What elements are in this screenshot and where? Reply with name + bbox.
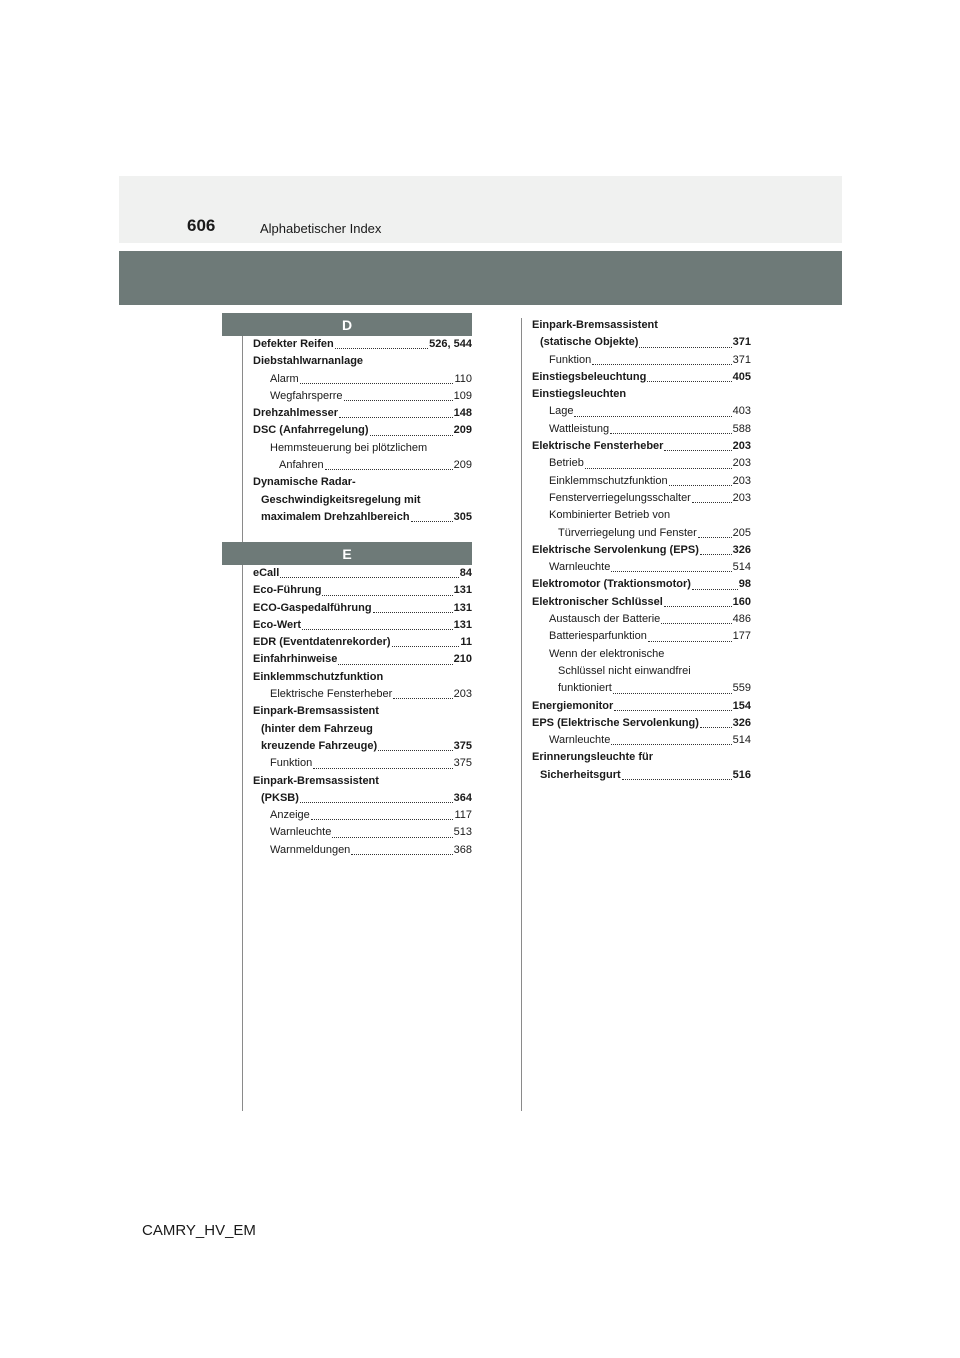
index-entry <box>253 651 472 668</box>
index-entry <box>253 738 472 755</box>
entry-term: EPS (Elektrische Servolenkung) <box>532 716 699 729</box>
index-entry: Hemmsteuerung bei plötzlichem <box>270 441 428 454</box>
entry-term: Elektronischer Schlüssel <box>532 595 663 608</box>
dot-leader <box>370 434 453 436</box>
entry-term: Lage <box>549 405 574 418</box>
entry-page: 84 <box>459 567 472 579</box>
dot-leader <box>622 778 732 780</box>
index-entry <box>253 600 472 617</box>
index-entry <box>532 698 751 715</box>
entry-page: 203 <box>732 457 751 470</box>
entry-term: (statische Objekte) <box>540 336 639 349</box>
dot-leader <box>344 399 453 401</box>
entry-term: Funktion <box>270 757 313 770</box>
dot-leader <box>280 576 458 578</box>
entry-term: funktioniert <box>558 682 612 695</box>
entry-page: 514 <box>732 734 751 747</box>
entry-term: Wattleistung <box>549 422 610 435</box>
index-entry <box>532 403 751 420</box>
entry-term: Wegfahrsperre <box>270 389 343 402</box>
dot-leader <box>648 640 732 642</box>
dot-leader <box>325 468 453 470</box>
index-entry: Kombinierter Betrieb von <box>549 509 671 522</box>
entry-page: 209 <box>453 424 472 437</box>
entry-page: 588 <box>732 422 751 435</box>
entry-page: 375 <box>453 757 472 770</box>
entry-term: Alarm <box>270 372 299 385</box>
entry-page: 403 <box>732 405 751 418</box>
entry-term: Anzeige <box>270 809 310 822</box>
entry-page: 205 <box>732 526 751 539</box>
index-entry <box>253 336 472 353</box>
index-entry: Einstiegsleuchten <box>532 388 627 401</box>
entry-term: Drehzahlmesser <box>253 407 338 420</box>
dot-leader <box>393 697 452 699</box>
entry-page: 486 <box>732 613 751 626</box>
entry-term: Türverriegelung und Fenster <box>558 526 697 539</box>
entry-term: Defekter Reifen <box>253 338 334 350</box>
dot-leader <box>378 749 453 751</box>
entry-page: 203 <box>453 688 472 701</box>
entry-page: 305 <box>453 510 472 523</box>
index-entry <box>253 842 472 859</box>
entry-term: Einstiegsbeleuchtung <box>532 370 647 383</box>
entry-term: Elektrische Fensterheber <box>532 440 664 453</box>
index-entry <box>532 421 751 438</box>
index-entry <box>532 576 751 593</box>
index-entry <box>253 824 472 841</box>
index-entry <box>253 582 472 599</box>
index-list-e <box>253 565 472 859</box>
entry-page: 209 <box>453 459 472 472</box>
dot-leader <box>664 449 731 451</box>
dot-leader <box>302 628 453 630</box>
index-entry <box>532 767 751 784</box>
index-entry <box>532 525 751 542</box>
dot-leader <box>592 363 731 365</box>
entry-page: 364 <box>453 791 472 804</box>
dot-leader <box>585 467 732 469</box>
index-entry <box>532 438 751 455</box>
entry-term: Elektromotor (Traktionsmotor) <box>532 578 691 591</box>
index-entry <box>532 611 751 628</box>
page-title: Alphabetischer Index <box>260 221 382 236</box>
entry-term: Warnmeldungen <box>270 843 351 856</box>
dot-leader <box>351 853 452 855</box>
index-entry <box>532 490 751 507</box>
dot-leader <box>574 415 731 417</box>
dot-leader <box>613 692 732 694</box>
index-entry: Wenn der elektronische <box>549 647 665 660</box>
header-band <box>119 251 842 305</box>
entry-term: (PKSB) <box>261 791 299 804</box>
index-entry <box>253 790 472 807</box>
entry-page: 405 <box>732 370 751 383</box>
dot-leader <box>300 801 453 803</box>
index-entry <box>253 509 472 526</box>
entry-page: 117 <box>454 809 472 822</box>
entry-term: Warnleuchte <box>270 826 332 839</box>
entry-term: Funktion <box>549 353 592 366</box>
dot-leader <box>614 709 731 711</box>
index-entry: Diebstahlwarnanlage <box>253 355 364 368</box>
entry-page: 371 <box>732 336 751 349</box>
dot-leader <box>700 553 732 555</box>
entry-page: 98 <box>738 578 751 591</box>
dot-leader <box>335 347 428 349</box>
index-entry <box>532 455 751 472</box>
entry-term: Fensterverriegelungsschalter <box>549 491 691 504</box>
entry-page: 559 <box>732 682 751 695</box>
index-entry: Einpark-Bremsassistent <box>253 705 379 718</box>
dot-leader <box>639 346 731 348</box>
section-header-d: D <box>222 313 472 336</box>
entry-page: 514 <box>732 561 751 574</box>
dot-leader <box>692 501 732 503</box>
left-column-rule <box>242 330 243 1111</box>
entry-term: Eco-Führung <box>253 584 322 597</box>
section-header-e: E <box>222 542 472 565</box>
index-entry: Geschwindigkeitsregelung mit <box>261 493 421 506</box>
document-code: CAMRY_HV_EM <box>142 1222 256 1239</box>
index-entry <box>253 371 472 388</box>
index-entry <box>253 634 472 651</box>
index-entry <box>532 542 751 559</box>
index-entry: (hinter dem Fahrzeug <box>261 722 373 735</box>
index-entry <box>532 352 751 369</box>
entry-page: 160 <box>732 595 751 608</box>
entry-page: 131 <box>453 618 472 631</box>
entry-term: ECO-Gaspedalführung <box>253 601 372 614</box>
entry-term: Batteriesparfunktion <box>549 630 647 643</box>
dot-leader <box>698 536 732 538</box>
index-entry: Einpark-Bremsassistent <box>532 319 658 331</box>
dot-leader <box>411 520 453 522</box>
entry-term: Sicherheitsgurt <box>540 768 621 781</box>
entry-term: Energiemonitor <box>532 699 614 712</box>
dot-leader <box>339 416 453 418</box>
index-list-d <box>253 336 472 526</box>
entry-page: 148 <box>453 407 472 420</box>
dot-leader <box>313 767 452 769</box>
entry-term: Elektrische Servolenkung (EPS) <box>532 543 699 556</box>
entry-term: Anfahren <box>279 459 324 472</box>
page-number: 606 <box>187 216 216 235</box>
dot-leader <box>692 588 738 590</box>
index-entry <box>253 617 472 634</box>
entry-page: 516 <box>732 768 751 781</box>
dot-leader <box>661 622 731 624</box>
dot-leader <box>669 484 732 486</box>
index-entry: Schlüssel nicht einwandfrei <box>558 664 691 677</box>
entry-term: Betrieb <box>549 457 584 470</box>
entry-term: DSC (Anfahrregelung) <box>253 424 369 437</box>
entry-page: 109 <box>453 389 472 402</box>
entry-term: Einklemmschutzfunktion <box>549 474 668 487</box>
middle-column-rule <box>521 318 522 1111</box>
dot-leader <box>322 594 452 596</box>
entry-page: 110 <box>454 372 472 385</box>
dot-leader <box>700 726 732 728</box>
dot-leader <box>332 836 452 838</box>
entry-page: 368 <box>453 843 472 856</box>
entry-page: 513 <box>453 826 472 839</box>
entry-page: 375 <box>453 739 472 752</box>
index-entry <box>532 680 751 697</box>
index-entry <box>532 473 751 490</box>
index-entry <box>532 334 751 351</box>
index-entry <box>253 405 472 422</box>
dot-leader <box>647 380 731 382</box>
entry-page: 203 <box>732 491 751 504</box>
header-background <box>119 176 842 243</box>
entry-page: 177 <box>732 630 751 643</box>
entry-term: Warnleuchte <box>549 734 611 747</box>
entry-page: 371 <box>732 353 751 366</box>
entry-term: maximalem Drehzahlbereich <box>261 510 410 523</box>
dot-leader <box>311 818 454 820</box>
dot-leader <box>664 605 732 607</box>
dot-leader <box>611 743 731 745</box>
index-entry: Einklemmschutzfunktion <box>253 670 384 683</box>
entry-term: kreuzende Fahrzeuge) <box>261 739 378 752</box>
index-entry <box>253 686 472 703</box>
index-entry <box>253 755 472 772</box>
index-entry <box>532 715 751 732</box>
entry-term: eCall <box>253 567 280 579</box>
index-list-right <box>532 317 751 784</box>
index-entry <box>253 388 472 405</box>
entry-page: 11 <box>460 636 472 649</box>
entry-page: 154 <box>732 699 751 712</box>
index-entry <box>253 565 472 582</box>
dot-leader <box>611 570 731 572</box>
entry-term: Einfahrhinweise <box>253 653 338 666</box>
entry-page: 203 <box>732 474 751 487</box>
entry-term: Eco-Wert <box>253 618 302 631</box>
index-entry: Dynamische Radar- <box>253 476 356 489</box>
index-entry <box>253 807 472 824</box>
index-entry <box>532 594 751 611</box>
index-entry <box>253 457 472 474</box>
entry-page: 326 <box>732 716 751 729</box>
entry-page: 326 <box>732 543 751 556</box>
index-entry <box>532 559 751 576</box>
index-entry <box>532 628 751 645</box>
entry-term: EDR (Eventdatenrekorder) <box>253 636 391 649</box>
entry-term: Austausch der Batterie <box>549 613 661 626</box>
entry-page: 131 <box>453 584 472 597</box>
index-entry <box>253 422 472 439</box>
dot-leader <box>300 382 454 384</box>
entry-term: Elektrische Fensterheber <box>270 688 393 701</box>
entry-page: 526, 544 <box>429 338 472 350</box>
dot-leader <box>392 645 460 647</box>
entry-page: 210 <box>453 653 472 666</box>
dot-leader <box>338 663 452 665</box>
entry-term: Warnleuchte <box>549 561 611 574</box>
index-entry: Einpark-Bremsassistent <box>253 774 379 787</box>
dot-leader <box>373 611 453 613</box>
entry-page: 203 <box>732 440 751 453</box>
index-entry <box>532 732 751 749</box>
entry-page: 131 <box>453 601 472 614</box>
index-entry <box>532 369 751 386</box>
dot-leader <box>610 432 732 434</box>
index-entry: Erinnerungsleuchte für <box>532 751 654 764</box>
